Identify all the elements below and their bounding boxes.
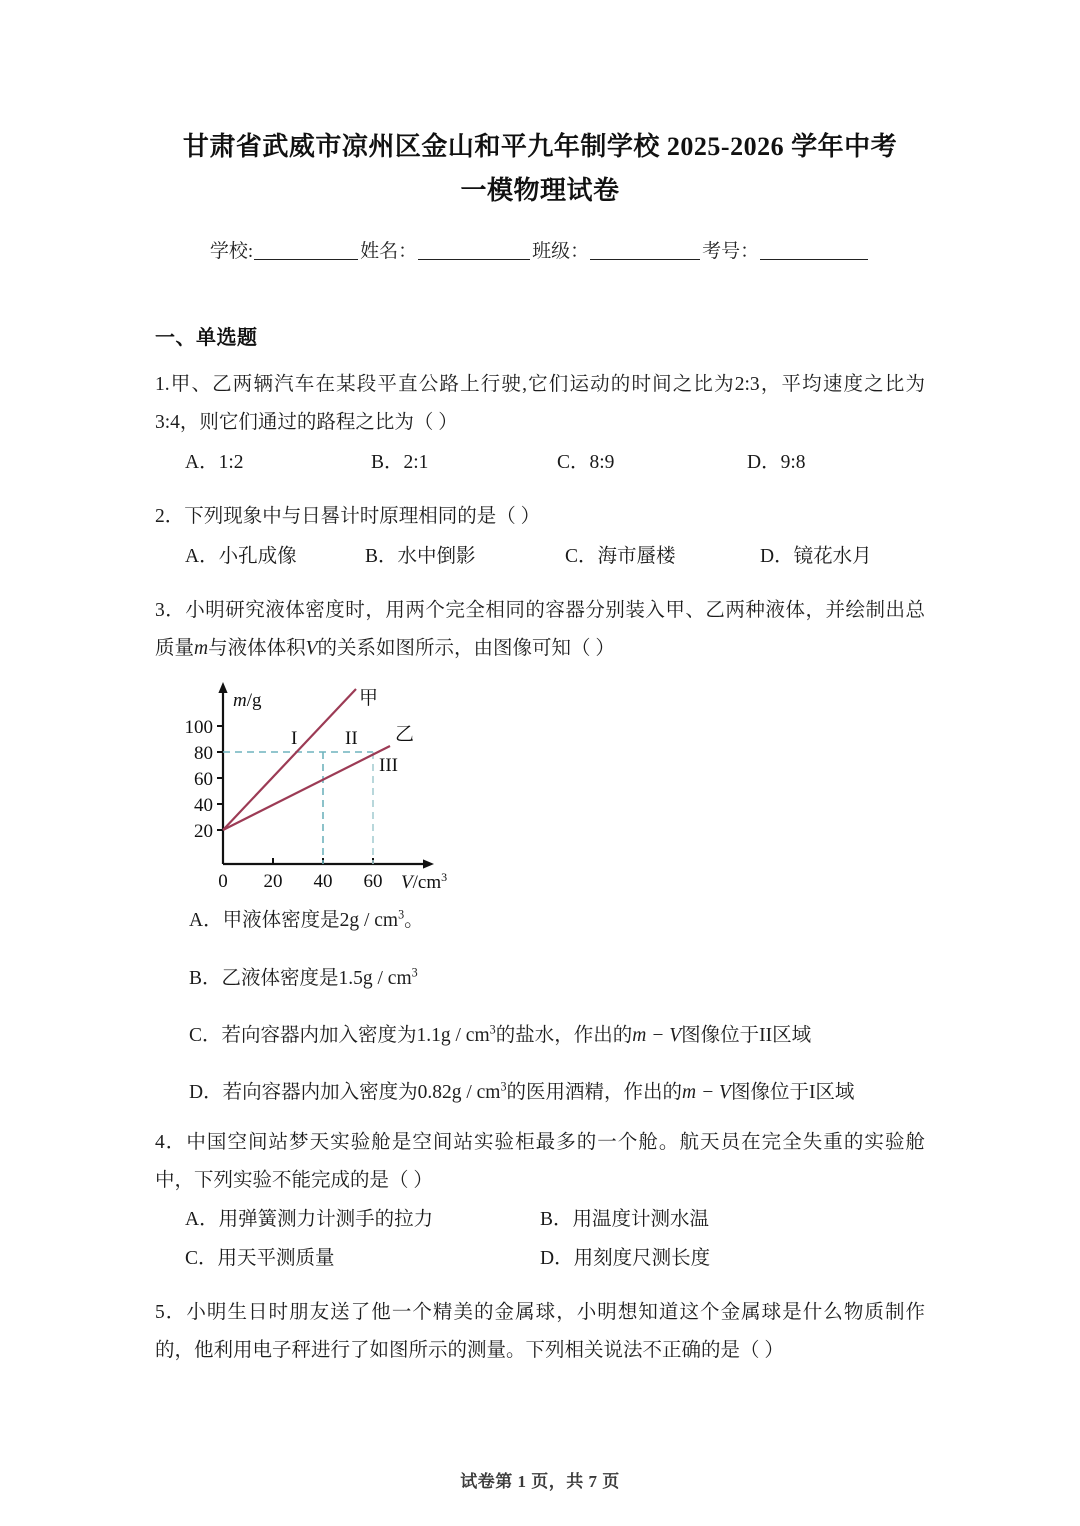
y-tick-label-60: 60 <box>194 769 213 791</box>
q3-d-text: 若向容器内加入密度为0.82g / cm <box>222 1081 501 1103</box>
section-heading-single-choice: 一、单选题 <box>155 327 258 350</box>
question-2-option-d[interactable]: D．镜花水月 <box>760 546 872 568</box>
exam-no-input-blank[interactable] <box>760 259 868 260</box>
question-3-stem <box>155 592 925 668</box>
y-axis-arrow <box>218 682 227 693</box>
question-4-stem: 4．中国空间站梦天实验舱是空间站实验柜最多的一个舱。航天员在完全失重的实验舱中，下列实验不能完成的是（ ） <box>155 1132 925 1192</box>
student-info-line <box>155 236 925 263</box>
q3-a-label: A． <box>189 910 223 932</box>
q3-b-sup: 3 <box>411 965 418 980</box>
question-1-option-d[interactable]: D．9:8 <box>747 452 806 474</box>
question-3-options <box>155 905 925 1108</box>
question-4-option-b[interactable]: B．用温度计测水温 <box>540 1209 710 1231</box>
q3-d-mid: 的医用酒精，作出的 <box>506 1081 683 1103</box>
question-1-option-b[interactable]: B．2:1 <box>371 452 429 474</box>
page-title-line-2: 一模物理试卷 <box>460 176 620 206</box>
q3-c-sup: 3 <box>489 1022 496 1037</box>
q3-a-tail: 。 <box>404 910 424 932</box>
x-tick-label-40: 40 <box>313 871 333 893</box>
q3-c-tail: 图像位于II区域 <box>681 1024 812 1046</box>
region-label-ii: II <box>345 728 358 750</box>
y-tick-label-80: 80 <box>194 743 213 765</box>
page-title-line-1: 甘肃省武威市凉州区金山和平九年制学校 2025-2026 学年中考 <box>182 132 898 161</box>
question-3-option-b[interactable] <box>189 963 925 994</box>
name-label: 姓名： <box>360 241 418 263</box>
x-tick-label-60: 60 <box>363 871 383 893</box>
question-2-option-c[interactable]: C．海市蜃楼 <box>565 546 676 568</box>
question-3-figure <box>155 676 925 899</box>
question-2-option-a[interactable]: A．小孔成像 <box>185 546 297 568</box>
q3-b-text: 乙液体密度是1.5g / cm <box>221 967 412 989</box>
q3-b-label: B． <box>189 967 222 989</box>
question-2-options <box>155 538 925 576</box>
x-tick-label-20: 20 <box>263 871 283 893</box>
q3-c-mid: 的盐水，作出的 <box>495 1024 633 1046</box>
chart-x-axis-label: $V/cm^3$ <box>401 870 448 894</box>
q3-d-formula: m − V <box>682 1081 731 1103</box>
title-block <box>155 0 925 212</box>
question-2-stem: 2．下列现象中与日晷计时原理相同的是（ ） <box>155 506 541 528</box>
y-tick-label-40: 40 <box>194 795 213 817</box>
question-1-stem: 1.甲、乙两辆汽车在某段平直公路上行驶,它们运动的时间之比为2:3，平均速度之比为3:4，则它们通过的路程之比为（ ） <box>155 374 925 434</box>
series-label-yi: 乙 <box>395 724 415 746</box>
page-footer: 试卷第 1 页，共 7 页 <box>460 1472 620 1491</box>
exam-no-label: 考号： <box>702 241 760 263</box>
y-tick-label-20: 20 <box>194 821 213 843</box>
mass-volume-chart <box>173 676 463 894</box>
question-3-symbol-m: m <box>194 638 209 660</box>
question-1 <box>155 366 925 442</box>
question-2-option-b[interactable]: B．水中倒影 <box>365 546 476 568</box>
region-label-iii: III <box>379 755 398 777</box>
question-4-option-a[interactable]: A．用弹簧测力计测手的拉力 <box>185 1209 434 1231</box>
question-1-option-c[interactable]: C．8:9 <box>557 452 615 474</box>
x-tick-label-0: 0 <box>218 871 228 893</box>
class-label: 班级： <box>532 241 590 263</box>
question-3-stem-part3: 的关系如图所示，由图像可知（ ） <box>317 638 615 660</box>
question-4-option-d[interactable]: D．用刻度尺测长度 <box>540 1248 711 1270</box>
name-input-blank[interactable] <box>418 259 530 260</box>
school-label: 学校: <box>209 241 254 263</box>
q3-d-tail: 图像位于I区域 <box>730 1081 855 1103</box>
class-input-blank[interactable] <box>590 259 700 260</box>
q3-d-sup: 3 <box>500 1079 507 1094</box>
question-5-stem: 5．小明生日时朋友送了他一个精美的金属球，小明想知道这个金属球是什么物质制作的，他利用电子秤进行了如图所示的测量。下列相关说法不正确的是（ ） <box>155 1302 925 1362</box>
question-4 <box>155 1124 925 1200</box>
question-4-option-c[interactable]: C．用天平测质量 <box>185 1248 335 1270</box>
question-5 <box>155 1294 925 1370</box>
school-input-blank[interactable] <box>254 259 358 260</box>
question-3-option-a[interactable] <box>189 905 925 936</box>
q3-d-label: D． <box>189 1081 223 1103</box>
chart-y-axis-label: m/g <box>233 690 262 712</box>
question-3-symbol-v: V <box>305 638 318 660</box>
question-1-options <box>155 444 925 482</box>
question-4-options-row-2 <box>155 1239 925 1278</box>
question-3-option-c[interactable] <box>189 1020 925 1051</box>
q3-c-label: C． <box>189 1024 222 1046</box>
question-3 <box>155 592 925 668</box>
q3-c-formula: m − V <box>632 1024 682 1046</box>
series-line-yi <box>223 746 390 830</box>
q3-c-text: 若向容器内加入密度为1.1g / cm <box>221 1024 490 1046</box>
series-label-jia: 甲 <box>359 688 379 710</box>
question-3-stem-part1: 3．小明研究液体密度时，用两个完全相同的容器分别装入甲、乙两种液体，并绘制出总质量 <box>155 600 925 660</box>
x-axis-arrow <box>423 860 434 869</box>
q3-a-text: 甲液体密度是2g / cm <box>222 910 399 932</box>
q3-a-sup: 3 <box>398 907 405 922</box>
y-tick-label-100: 100 <box>184 717 213 739</box>
question-4-options-row-1 <box>155 1200 925 1239</box>
question-3-option-d[interactable] <box>189 1077 925 1108</box>
region-label-i: I <box>291 728 298 750</box>
question-3-stem-part2: 与液体体积 <box>208 638 306 660</box>
question-2 <box>155 498 925 536</box>
question-1-option-a[interactable]: A．1:2 <box>185 452 244 474</box>
